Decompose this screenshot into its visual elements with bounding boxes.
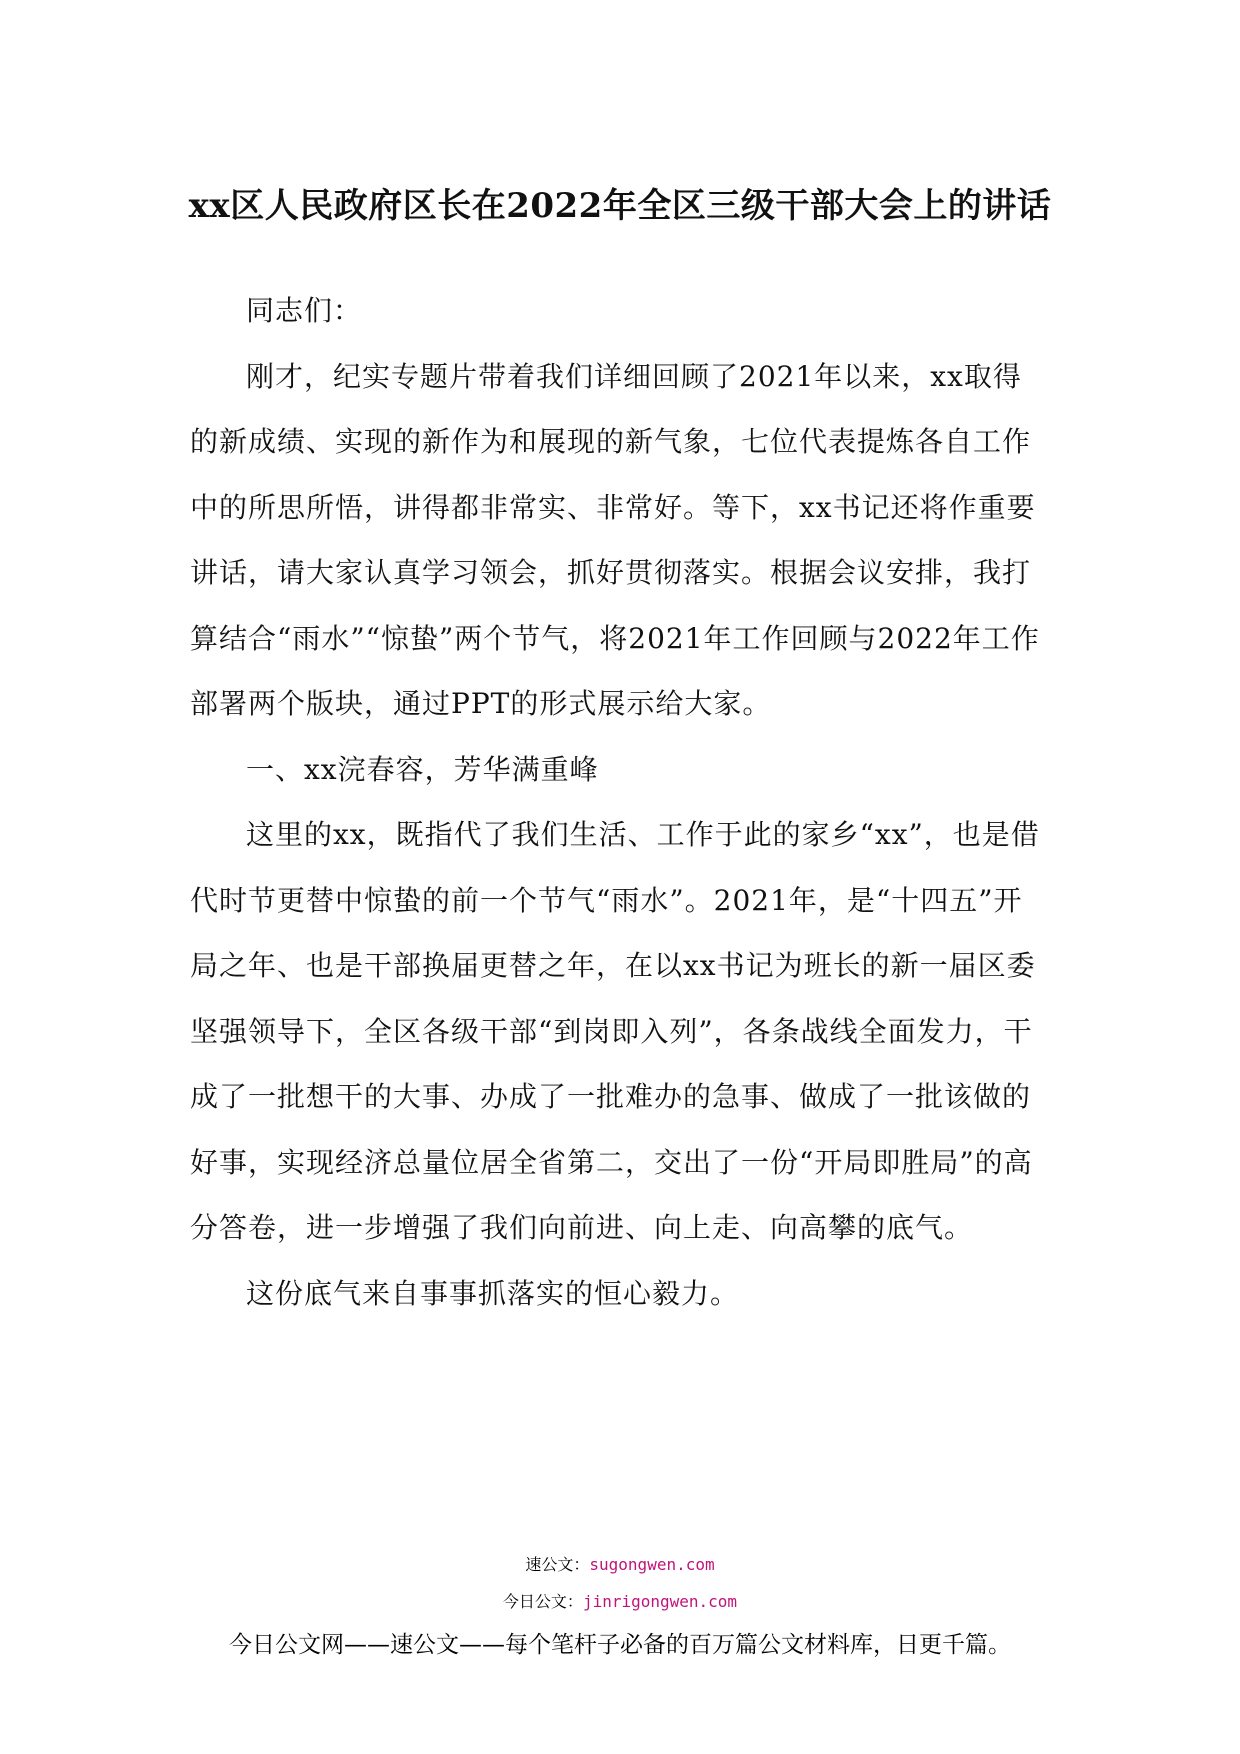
- footer-site-label: 今日公文：: [502, 1592, 583, 1611]
- document-body: [190, 278, 1050, 1326]
- footer-site-link[interactable]: jinrigongwen.com: [582, 1592, 738, 1611]
- footer-site-link[interactable]: sugongwen.com: [589, 1555, 715, 1574]
- footer-slogan: 今日公文网——速公文——每个笔杆子必备的百万篇公文材料库，日更千篇。: [229, 1632, 1011, 1658]
- body-paragraph: 这里的xx，既指代了我们生活、工作于此的家乡“xx”，也是借代时节更替中惊蛰的前一个节气“雨水”。2021年，是“十四五”开局之年、也是干部换届更替之年，在以xx书记为班长的新一届区委坚强领导下，全区各级干部“到岗即入列”，各条战线全面发力，干成了一批想干的大事、办成了一批难办的急事、做成了一批该做的好事，实现经济总量位居全省第二，交出了一份“开局即胜局”的高分答卷，进一步增强了我们向前进、向上走、向高攀的底气。: [190, 818, 1040, 1244]
- body-paragraph: 刚才，纪实专题片带着我们详细回顾了2021年以来，xx取得的新成绩、实现的新作为和展现的新气象，七位代表提炼各自工作中的所思所悟，讲得都非常实、非常好。等下，xx书记还将作重要讲话，请大家认真学习领会，抓好贯彻落实。根据会议安排，我打算结合“雨水”“惊蛰”两个节气，将2021年工作回顾与2022年工作部署两个版块，通过PPT的形式展示给大家。: [190, 359, 1040, 720]
- footer-site-jinrigongwen: [0, 1589, 1240, 1612]
- salutation-paragraph: 同志们：: [246, 294, 363, 327]
- body-paragraph: 这份底气来自事事抓落实的恒心毅力。: [246, 1276, 740, 1310]
- document-title: xx区人民政府区长在2022年全区三级干部大会上的讲话: [188, 186, 1052, 226]
- footer-site-label: 速公文：: [525, 1555, 590, 1574]
- section-heading: 一、xx浣春容，芳华满重峰: [246, 752, 599, 786]
- footer-site-sugongwen: [0, 1552, 1240, 1575]
